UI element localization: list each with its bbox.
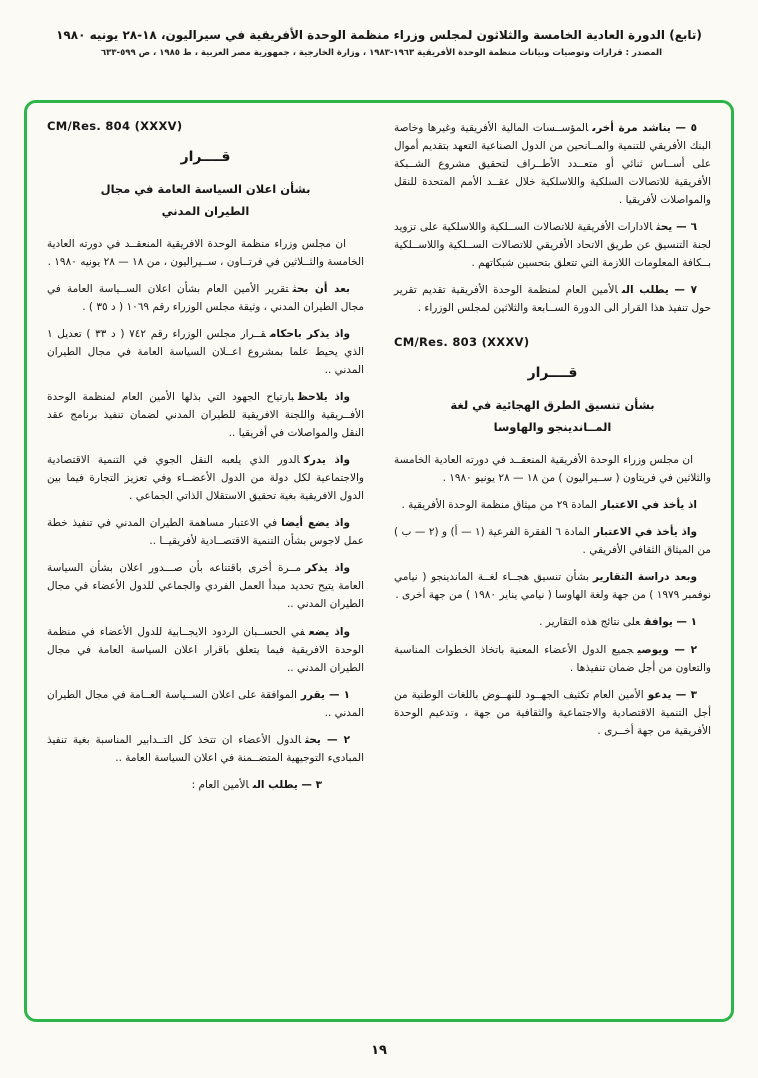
resolution-802-item-7 (394, 281, 711, 317)
resolution-title-804: قــــرار (180, 149, 231, 165)
resolution-subtitle-803-line1: بشأن تنسيق الطرق الهجائية في لغة (450, 398, 655, 413)
two-column-layout (27, 103, 731, 1019)
clause-lead: واذ يلاحظ (297, 391, 350, 404)
clause-lead: اذ يأخذ في الاعتبار (600, 499, 697, 512)
column-left (47, 119, 364, 1009)
item-number-lead: ٦ — يحث (656, 221, 697, 234)
item-text: الأمين العام تكثيف الجهــود للنهــوض باللغات الوطنية من أجل التنمية الاقتصادية والاجتماعية والثقافية من جهة ، وتدعيم الوحدة الأفريقية من جهة أخــرى . (394, 688, 711, 737)
item-number-lead: ٧ — يطلب الى (621, 284, 697, 297)
page-header (0, 0, 758, 58)
page-number: ١٩ (371, 1043, 387, 1058)
clause-lead: وبعد دراسة التقارير (593, 571, 697, 584)
item-text: الادارات الأفريقية للاتصالات الســلكية واللاسلكية على تزويد لجنة التنسيق عن طريق الاتحاد الأفريقي للاتصالات الســلكية واللاســلكية بــكافة المعلومات اللازمة التي تتعلق بتحسين شبكاتهم . (394, 221, 711, 270)
res-803-preamble-1 (394, 451, 711, 487)
res-803-preamble-2 (394, 496, 711, 514)
res-804-item-2 (47, 731, 364, 767)
clause-lead: واذ يأخذ في الاعتبار (594, 526, 697, 539)
res-804-preamble-8 (47, 623, 364, 677)
clause-text: المادة ٢٩ من ميثاق منظمة الوحدة الأفريقية . (401, 499, 597, 512)
item-number-lead: ١ — يقرر (300, 688, 350, 701)
res-804-preamble-7 (47, 559, 364, 613)
clause-text: ان مجلس وزراء منظمة الوحدة الافريقية المنعقــد في دورته العادية الخامسة والثــلاثين في فرتــاون ، ســيراليون ، من ١٨ — ٢٨ يونيه ١٩٨٠ . (47, 237, 364, 268)
item-text: على نتائج هذه التقارير . (539, 616, 641, 629)
item-number-lead: ٢ — يحث (305, 733, 351, 746)
resolution-title-803: قــــرار (527, 365, 578, 382)
source-citation: المصدر : قرارات وتوصيات وبيانات منظمة الوحدة الأفريقية ١٩٦٣-١٩٨٣ ، وزارة الخارجية ، جمهورية مصر العربية ، ط ١٩٨٥ ، ص ٥٩٩-٦٣٣ (100, 48, 662, 58)
res-804-item-3 (47, 776, 364, 794)
resolution-802-item-5 (394, 119, 711, 209)
clause-lead: واذ يذكر (305, 562, 350, 575)
item-text: الأمين العام : (191, 778, 249, 791)
clause-lead: واذ يضع (308, 625, 350, 638)
res-803-preamble-4 (394, 568, 711, 604)
column-right (394, 119, 711, 1009)
clause-text: بارتياح الجهود التي بذلها الأمين العام لمنظمة الوحدة الأفــريقية واللجنة الافريقية للطيران المدني لضمان تنفيذ برنامج عقد النقل والمواصلات في أفريقيا .. (47, 391, 364, 440)
resolution-ref-804: CM/Res. 804 (XXXV) (47, 119, 183, 133)
res-803-preamble-3 (394, 523, 711, 559)
res-804-preamble-2 (47, 280, 364, 316)
resolution-subtitle-803-line2: المــاندينجو والهاوسا (493, 420, 612, 435)
session-title: (تابع) الدورة العادية الخامسة والثلاثون لمجلس وزراء منظمة الوحدة الأفريقية في سيراليون، ١٨-٢٨ يونيه ١٩٨٠ (56, 28, 702, 42)
clause-text: الدور الذي يلعبه النقل الجوي في التنمية الاقتصادية والاجتماعية لكل دولة من الدول الأعضــاء وفي تعزيز التجارة فيما بين الدول الافريقية بغية تحقيق الاستقلال الذاتي الجماعي . (47, 454, 364, 503)
clause-text: بشأن تنسيق هجــاء لغــة الماندينجو ( نيامي نوفمبر ١٩٧٩ ) من جهة ولغة الهاوسا ( نيامي يناير ١٩٨٠ ) من جهة أخرى . (394, 571, 711, 602)
item-number-lead: ٢ — ويوصي (637, 643, 698, 656)
res-803-item-1 (394, 613, 711, 631)
resolution-802-item-6 (394, 218, 711, 272)
item-number-lead: ٣ — يدعو (647, 688, 697, 701)
clause-text: قــرار مجلس الوزراء رقم ٧٤٢ ( د ٣٣ ) تعديل ١ الذي يحيط علما بمشروع اعــلان السياسة العامة في مجال الطيران المدني .. (47, 327, 364, 376)
item-text: الموافقة على اعلان الســياسة العــامة في مجال الطيران المدني .. (47, 688, 364, 719)
item-text: الدول الأعضاء ان تتخذ كل التــدابير المناسبة بغية تنفيذ المبادىء التوجيهية المتضــمنة في اعلان السياسة العامة .. (47, 733, 364, 764)
res-804-preamble-5 (47, 451, 364, 505)
clause-lead: واذ يذكر باحكام (269, 327, 350, 340)
clause-text: المادة ٦ الفقرة الفرعية (١ — أ) و (٢ — ب ) من الميثاق الثقافي الأفريقي . (394, 526, 711, 557)
res-804-preamble-4 (47, 388, 364, 442)
clause-text: مــرة أخرى باقتناعه بأن صـــدور اعلان بشأن السياسة العامة يتيح تحديد مبدأ العمل الفردي والجماعي للدول الأعضاء في مجال الطيران المدني .. (47, 562, 364, 611)
clause-text: ان مجلس وزراء الوحدة الأفريقية المنعقــد في دورته العادية الخامسة والثلاثين في فريتاون ( ســيراليون ) من ١٨ — ٢٨ يونيو ١٩٨٠ . (394, 454, 711, 485)
res-804-preamble-6 (47, 514, 364, 550)
clause-text: في الحســبان الردود الايجــابية للدول الأعضاء في منظمة الوحدة الافريقية فيما يتعلق باقرار اعلان السياسة العامة في مجال الطيران المدني .. (47, 625, 364, 674)
res-804-item-1 (47, 686, 364, 722)
res-803-item-3 (394, 686, 711, 740)
clause-text: في الاعتبار مساهمة الطيران المدني في تنفيذ خطة عمل لاجوس بشأن التنمية الاقتصــادية لأفريقيــا .. (47, 517, 364, 548)
item-text: المؤســسات المالية الأفريقية وغيرها وخاصة البنك الأفريقي للتنمية والمــانحين من الدول الصناعية التعهد بتقديم أموال على أســاس ثنائي أو متعــدد الأطــراف لتحقيق مشروع الشــبكة الأفريقية للاتصالات السلكية واللاسلكية خلال عقــد الأمم المتحدة للنقل والمواصلات لأفريقيا . (394, 122, 711, 207)
clause-lead: بعد أن بحث (292, 282, 351, 295)
res-804-preamble-3 (47, 325, 364, 379)
item-number-lead: ٣ — يطلب الى (252, 778, 322, 791)
item-number-lead: ١ — يوافق (644, 616, 697, 629)
clause-lead: واذ يدرك (303, 454, 350, 467)
item-number-lead: ٥ — يناشد مرة أخرى (592, 122, 698, 134)
item-text: جميع الدول الأعضاء المعنية باتخاذ الخطوات المناسبة والتعاون من أجل ضمان تنفيذها . (394, 643, 711, 674)
resolution-subtitle-804-line2: الطيران المدني (161, 203, 250, 218)
res-804-preamble-1 (47, 235, 364, 271)
resolution-subtitle-804-line1: بشأن اعلان السياسة العامة في مجال (100, 182, 311, 196)
clause-text: تقرير الأمين العام بشأن اعلان الســياسة العامة في مجال الطيران المدني ، وثيقة مجلس الوزراء رقم ١٠٦٩ ( د ٣٥ ) . (47, 282, 364, 313)
item-text: الأمين العام لمنظمة الوحدة الأفريقية تقديم تقرير حول تنفيذ هذا القرار الى الدورة الســابعة والثلاثين لمجلس الوزراء . (394, 284, 711, 315)
clause-lead: واذ يضع أيضا (281, 517, 350, 530)
res-803-item-2 (394, 641, 711, 677)
resolution-ref-803: CM/Res. 803 (XXXV) (394, 335, 530, 350)
content-border-box (24, 100, 734, 1022)
